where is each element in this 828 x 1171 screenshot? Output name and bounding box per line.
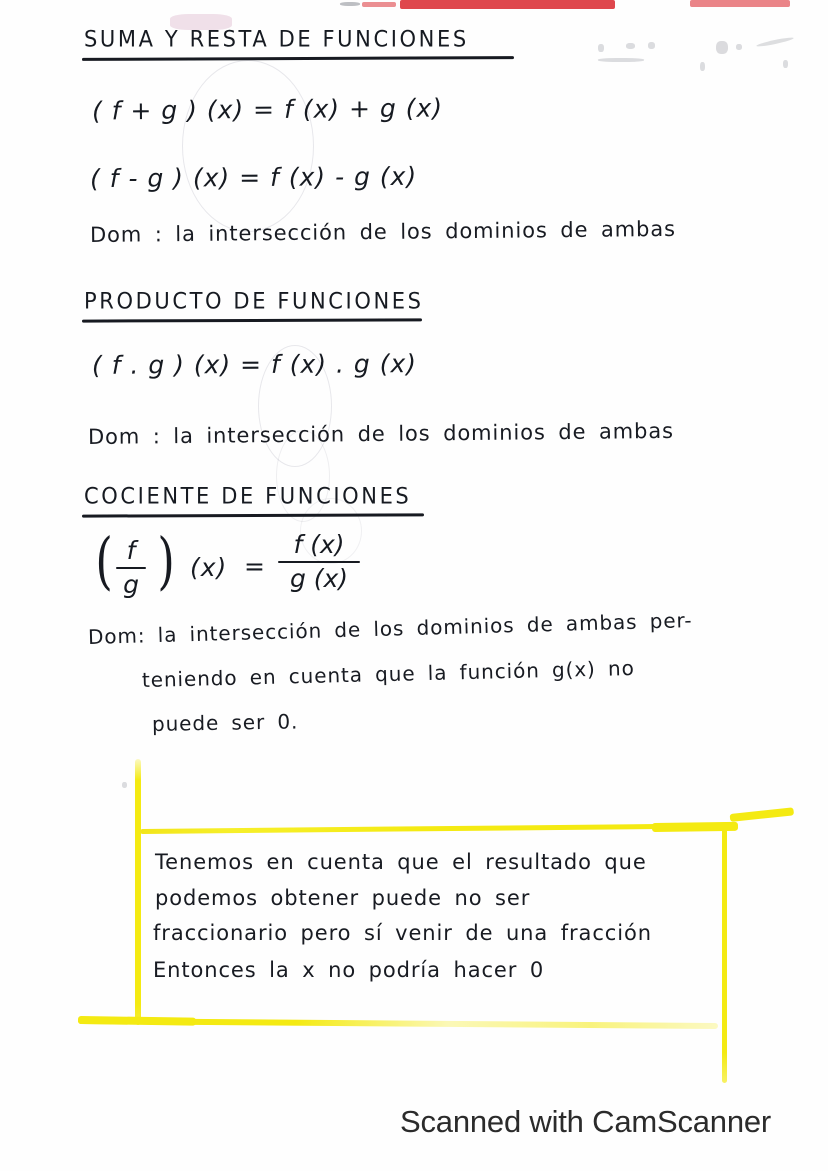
scan-artifact-smudge bbox=[648, 42, 655, 49]
domain-note-cociente-line-3: puede ser 0. bbox=[151, 709, 299, 736]
highlight-top-rule bbox=[730, 807, 794, 822]
highlight-left-vertical-stroke bbox=[135, 759, 141, 1025]
scan-artifact-red-bleed bbox=[362, 2, 396, 7]
scan-artifact-red-bleed bbox=[690, 0, 790, 7]
fraction-bar bbox=[278, 561, 360, 563]
scan-artifact-smudge bbox=[626, 43, 635, 49]
formula-resta: ( f - g ) (x) = f (x) - g (x) bbox=[89, 161, 418, 194]
section-heading-cociente: COCIENTE DE FUNCIONES bbox=[84, 483, 412, 509]
scan-artifact-smudge bbox=[756, 36, 794, 48]
right-numerator: f (x) bbox=[293, 530, 345, 559]
scan-artifact-smudge bbox=[122, 782, 127, 788]
formula-cociente-equals: = bbox=[244, 552, 266, 581]
formula-cociente-left-fraction bbox=[116, 538, 146, 599]
domain-note-cociente-line-2: teniendo en cuenta que la función g(x) no bbox=[141, 655, 635, 692]
formula-open-paren: ( bbox=[95, 524, 113, 597]
right-denominator: g (x) bbox=[289, 564, 349, 594]
section-heading-suma-resta: SUMA Y RESTA DE FUNCIONES bbox=[84, 26, 469, 52]
formula-producto: ( f . g ) (x) = f (x) . g (x) bbox=[91, 349, 418, 380]
highlight-note-line-1: Tenemos en cuenta que el resultado que bbox=[155, 850, 647, 874]
scan-artifact-smudge bbox=[783, 60, 788, 68]
formula-suma: ( f + g ) (x) = f (x) + g (x) bbox=[91, 93, 444, 126]
formula-cociente-right-fraction bbox=[278, 532, 360, 593]
scan-artifact-smudge bbox=[598, 58, 644, 62]
formula-close-paren: ) bbox=[157, 524, 175, 597]
camscanner-watermark: Scanned with CamScanner bbox=[400, 1104, 772, 1139]
scan-artifact-red-bleed bbox=[400, 0, 615, 9]
scan-artifact-ghost-loop bbox=[182, 60, 314, 232]
section-heading-underline bbox=[82, 318, 422, 322]
highlight-note-line-3: fraccionario pero sí venir de una fracción bbox=[153, 921, 652, 945]
highlight-bottom-rule bbox=[78, 1016, 196, 1026]
scan-artifact-smudge bbox=[598, 44, 604, 52]
highlight-top-rule bbox=[140, 824, 660, 834]
fraction-bar bbox=[116, 567, 146, 569]
section-heading-underline bbox=[82, 513, 424, 517]
scan-artifact-smudge bbox=[340, 2, 360, 6]
scan-artifact-smudge bbox=[700, 62, 705, 71]
scan-artifact-smudge bbox=[736, 44, 742, 50]
domain-note-producto: Dom : la intersección de los dominios de ambas bbox=[87, 418, 675, 449]
section-heading-underline bbox=[82, 56, 514, 60]
formula-cociente-argument: (x) bbox=[190, 553, 228, 582]
section-heading-producto: PRODUCTO DE FUNCIONES bbox=[84, 288, 424, 314]
highlight-note-line-4: Entonces la x no podría hacer 0 bbox=[153, 958, 545, 982]
domain-note-suma-resta: Dom : la intersección de los dominios de ambas bbox=[89, 216, 677, 247]
left-numerator: f bbox=[126, 536, 136, 565]
domain-note-cociente-line-1: Dom: la intersección de los dominios de ambas per- bbox=[87, 608, 693, 649]
left-denominator: g bbox=[123, 570, 139, 600]
scan-artifact-smudge bbox=[716, 41, 728, 54]
highlight-note-line-2: podemos obtener puede no ser bbox=[155, 886, 531, 910]
highlight-right-vertical-stroke bbox=[722, 828, 727, 1083]
